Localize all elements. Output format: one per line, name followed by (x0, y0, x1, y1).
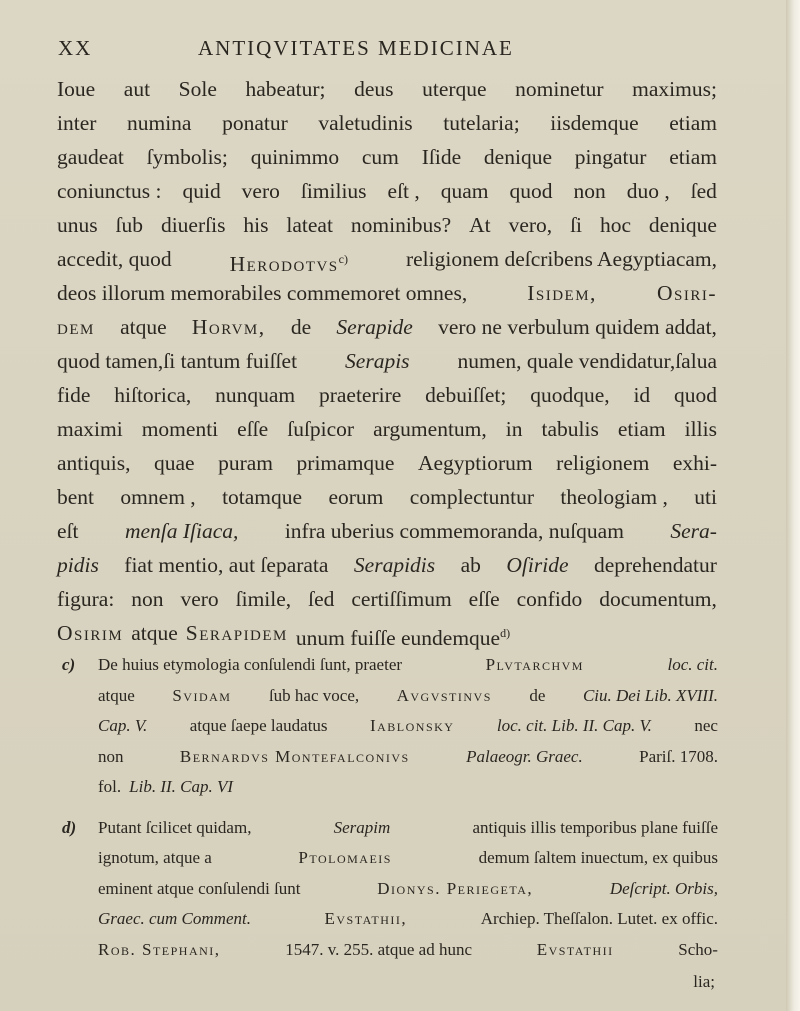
word: denique (648, 213, 717, 237)
text-span: religionem deſcribens Aegyptiacam, (405, 247, 717, 271)
catchword: lia; (693, 972, 715, 991)
word: valetudinis (318, 111, 413, 135)
text-span: Pariſ. 1708. (639, 746, 718, 766)
word: Aegyptiorum (417, 451, 533, 475)
note-lead (62, 650, 402, 681)
word: his (243, 213, 269, 237)
word: ſi (570, 213, 583, 237)
footnote-c (62, 650, 718, 803)
word: ſed (690, 179, 717, 203)
word: in (505, 417, 523, 441)
text-span: vero ne verbulum quidem addat, (438, 315, 717, 339)
author-name: Rob. Stephani, (98, 939, 221, 959)
text-span: antiquis illis temporibus plane fuiſſe (472, 817, 718, 837)
page-edge (786, 0, 800, 1011)
note-marker: c) (62, 655, 76, 674)
text-line (57, 412, 717, 446)
author-name: Evstathii (536, 939, 614, 959)
note-line (62, 681, 718, 712)
note-line (62, 843, 718, 874)
text-line (57, 548, 717, 582)
word: cum (361, 145, 399, 169)
word: antiquis, (57, 451, 131, 475)
word: ponatur (222, 111, 288, 135)
word: documentum, (599, 587, 717, 611)
author-name: Svidam (172, 685, 232, 705)
text-span: de (290, 315, 312, 339)
word: argumentum, (373, 417, 487, 441)
word: non (573, 179, 606, 203)
text-span: de (529, 685, 546, 705)
word: maximi (57, 417, 123, 441)
word: religionem (556, 451, 650, 475)
note-marker: d) (62, 817, 77, 837)
word: Sole (178, 77, 217, 101)
word: diuerſis (160, 213, 226, 237)
text-line (57, 208, 717, 242)
word: id (633, 383, 651, 407)
word: hiſtorica, (114, 383, 192, 407)
text-span: Scho- (678, 939, 718, 959)
text-span: nec (694, 716, 718, 735)
citation: Deſcript. Orbis, (609, 878, 718, 898)
word: uterque (422, 77, 487, 101)
word: quodque, (530, 383, 610, 407)
word: momenti (141, 417, 219, 441)
text-span: eſt (57, 519, 79, 543)
word: etiam (669, 111, 717, 135)
word: unus (57, 213, 98, 237)
text-line (57, 310, 717, 344)
word: gaudeat (57, 145, 124, 169)
italic-term: pidis (57, 553, 99, 577)
word: deus (354, 77, 394, 101)
citation: loc. cit. (667, 655, 718, 674)
note-line (62, 813, 718, 844)
italic-term: Serapim (333, 817, 391, 837)
text-line (57, 106, 717, 140)
italic-term: Serapis (345, 349, 410, 373)
citation: loc. cit. Lib. II. Cap. V. (496, 716, 652, 735)
text-line (57, 480, 717, 514)
word: nominibus? (350, 213, 452, 237)
text-span: atque (120, 315, 167, 339)
text-line (57, 174, 717, 208)
word: debuiſſet; (425, 383, 507, 407)
word: eſſe (468, 587, 500, 611)
text-line (57, 446, 717, 480)
deity-name: Serapidem (185, 621, 288, 645)
word: illis (684, 417, 717, 441)
author-name: Ptolomaeis (298, 848, 392, 867)
footnote-ref-d: d) (500, 626, 511, 640)
word: iisdemque (550, 111, 639, 135)
text-span: fiat mentio, aut ſeparata (124, 553, 329, 577)
text-span: numen, quale vendidatur,ſalua (457, 349, 717, 373)
text-span: 1547. v. 255. atque ad hunc (285, 939, 473, 959)
word: denique (483, 145, 552, 169)
text-span: non (98, 746, 124, 766)
text-span: ab (460, 553, 481, 577)
text-span: eminent atque conſulendi ſunt (98, 878, 301, 898)
word: vero (241, 179, 280, 203)
folio-number: XX (58, 36, 93, 60)
note-line (62, 874, 718, 905)
word: etiam (617, 417, 666, 441)
word: quod (674, 383, 717, 407)
text-line (57, 582, 717, 616)
text-line (57, 140, 717, 174)
deity-name: Isidem, (527, 281, 597, 305)
text-line (57, 616, 717, 650)
word: Ioue (57, 77, 96, 101)
text-span: unum fuiſſe eundemque (295, 626, 501, 651)
citation: Palaeogr. Graec. (466, 746, 583, 766)
author-name-text: Herodotvs (229, 252, 339, 277)
text-span: atque (98, 685, 135, 705)
word: eorum (328, 485, 384, 509)
text-line (57, 242, 717, 276)
word: tabulis (541, 417, 599, 441)
text-line (57, 276, 717, 310)
deity-name: dem (57, 315, 95, 339)
text-span: ignotum, atque a (98, 848, 212, 867)
word: totamque (222, 485, 303, 509)
text-line (57, 344, 717, 378)
note-line (62, 772, 718, 803)
footnote-ref-c: c) (338, 252, 348, 266)
word: ſimile, (235, 587, 292, 611)
deity-name: Osirim (57, 621, 124, 645)
text-line (57, 514, 717, 548)
word: puram (218, 451, 274, 475)
word: certiſſimum (351, 587, 452, 611)
word: quinimmo (250, 145, 340, 169)
note-lead (62, 813, 251, 844)
word: omnem , (120, 485, 196, 509)
word: eſt , (387, 179, 420, 203)
word: quam (440, 179, 489, 203)
author-name: Bernardvs Montefalconivs (179, 746, 410, 766)
word: hoc (599, 213, 631, 237)
word: aut (123, 77, 151, 101)
word: ſuſpicor (287, 417, 355, 441)
word: Iſide (421, 145, 462, 169)
word: theologiam , (560, 485, 668, 509)
citation: Lib. II. Cap. VI (129, 777, 234, 796)
text-span: Archiep. Theſſalon. Lutet. ex offic. (480, 909, 718, 928)
word: ſimilius (300, 179, 367, 203)
citation: Graec. cum Comment. (98, 909, 251, 928)
word: bent (57, 485, 95, 509)
text-line (57, 72, 717, 106)
word: primamque (296, 451, 395, 475)
text-span: quod tamen,ſi tantum fuiſſet (57, 349, 298, 373)
word: praeterire (318, 383, 402, 407)
word: eſſe (237, 417, 269, 441)
word: complectuntur (409, 485, 534, 509)
word: quod (509, 179, 553, 203)
running-title: ANTIQVITATES MEDICINAE (198, 36, 514, 60)
footnotes (62, 650, 718, 969)
word: inter (57, 111, 97, 135)
word: quae (153, 451, 195, 475)
word: duo , (626, 179, 670, 203)
word: quid (182, 179, 221, 203)
word: vero, (508, 213, 553, 237)
italic-term: Sera- (670, 519, 717, 543)
word: uti (694, 485, 717, 509)
word: fide (57, 383, 91, 407)
word: confido (516, 587, 583, 611)
text-span: accedit, quod (57, 247, 172, 271)
note-line (62, 742, 718, 773)
text-line (57, 378, 717, 412)
author-name: Dionys. Periegeta, (377, 878, 534, 898)
text-with-ref (296, 616, 510, 650)
word: etiam (669, 145, 717, 169)
word: tutelaria; (443, 111, 520, 135)
word: numina (126, 111, 192, 135)
word: ſub (115, 213, 144, 237)
page-header (58, 36, 718, 64)
word: nominetur (515, 77, 604, 101)
italic-term: Oſiride (506, 553, 569, 577)
deity-name: Osiri- (656, 281, 717, 305)
text-span: deos illorum memorabiles commemoret omnes, (57, 281, 468, 305)
text-span: atque (131, 621, 178, 645)
word: habeatur; (245, 77, 326, 101)
author-name: Plvtarchvm (485, 655, 584, 674)
note-line (62, 904, 718, 935)
text-span: Putant ſcilicet quidam, (98, 817, 252, 837)
word: ſed (308, 587, 335, 611)
author-name: Iablonsky (369, 716, 455, 735)
word: At (469, 213, 491, 237)
word: ſymbolis; (146, 145, 228, 169)
word: maximus; (632, 77, 717, 101)
word: exhi- (672, 451, 717, 475)
author-name (230, 242, 348, 276)
italic-term: Serapidis (353, 553, 436, 577)
text-span: De huius etymologia conſulendi ſunt, praeter (98, 655, 403, 674)
italic-term: Serapide (336, 315, 413, 339)
text-span: atque ſaepe laudatus (189, 716, 328, 735)
word: nunquam (215, 383, 296, 407)
deity-name: Horvm, (191, 315, 266, 339)
italic-term: menſa Iſiaca, (124, 519, 239, 543)
text-span: ſub hac voce, (268, 685, 360, 705)
citation: Ciu. Dei Lib. XVIII. (582, 685, 718, 705)
text-span: demum ſaltem inuectum, ex quibus (478, 848, 718, 867)
text-span: fol. (98, 777, 122, 796)
note-line (62, 711, 718, 742)
word: figura: (57, 587, 115, 611)
word: non (131, 587, 164, 611)
note-line (62, 935, 718, 966)
author-name: Evstathii, (324, 909, 408, 928)
note-line (62, 650, 718, 681)
word: pingatur (574, 145, 647, 169)
footnote-d (62, 813, 718, 966)
text-span: infra uberius commemoranda, nuſquam (284, 519, 624, 543)
author-name: Avgvstinvs (396, 685, 492, 705)
main-text (57, 72, 717, 650)
word: vero (180, 587, 219, 611)
citation: Cap. V. (98, 716, 148, 735)
word: lateat (286, 213, 333, 237)
word: coniunctus : (57, 179, 162, 203)
text-span: deprehendatur (593, 553, 717, 577)
